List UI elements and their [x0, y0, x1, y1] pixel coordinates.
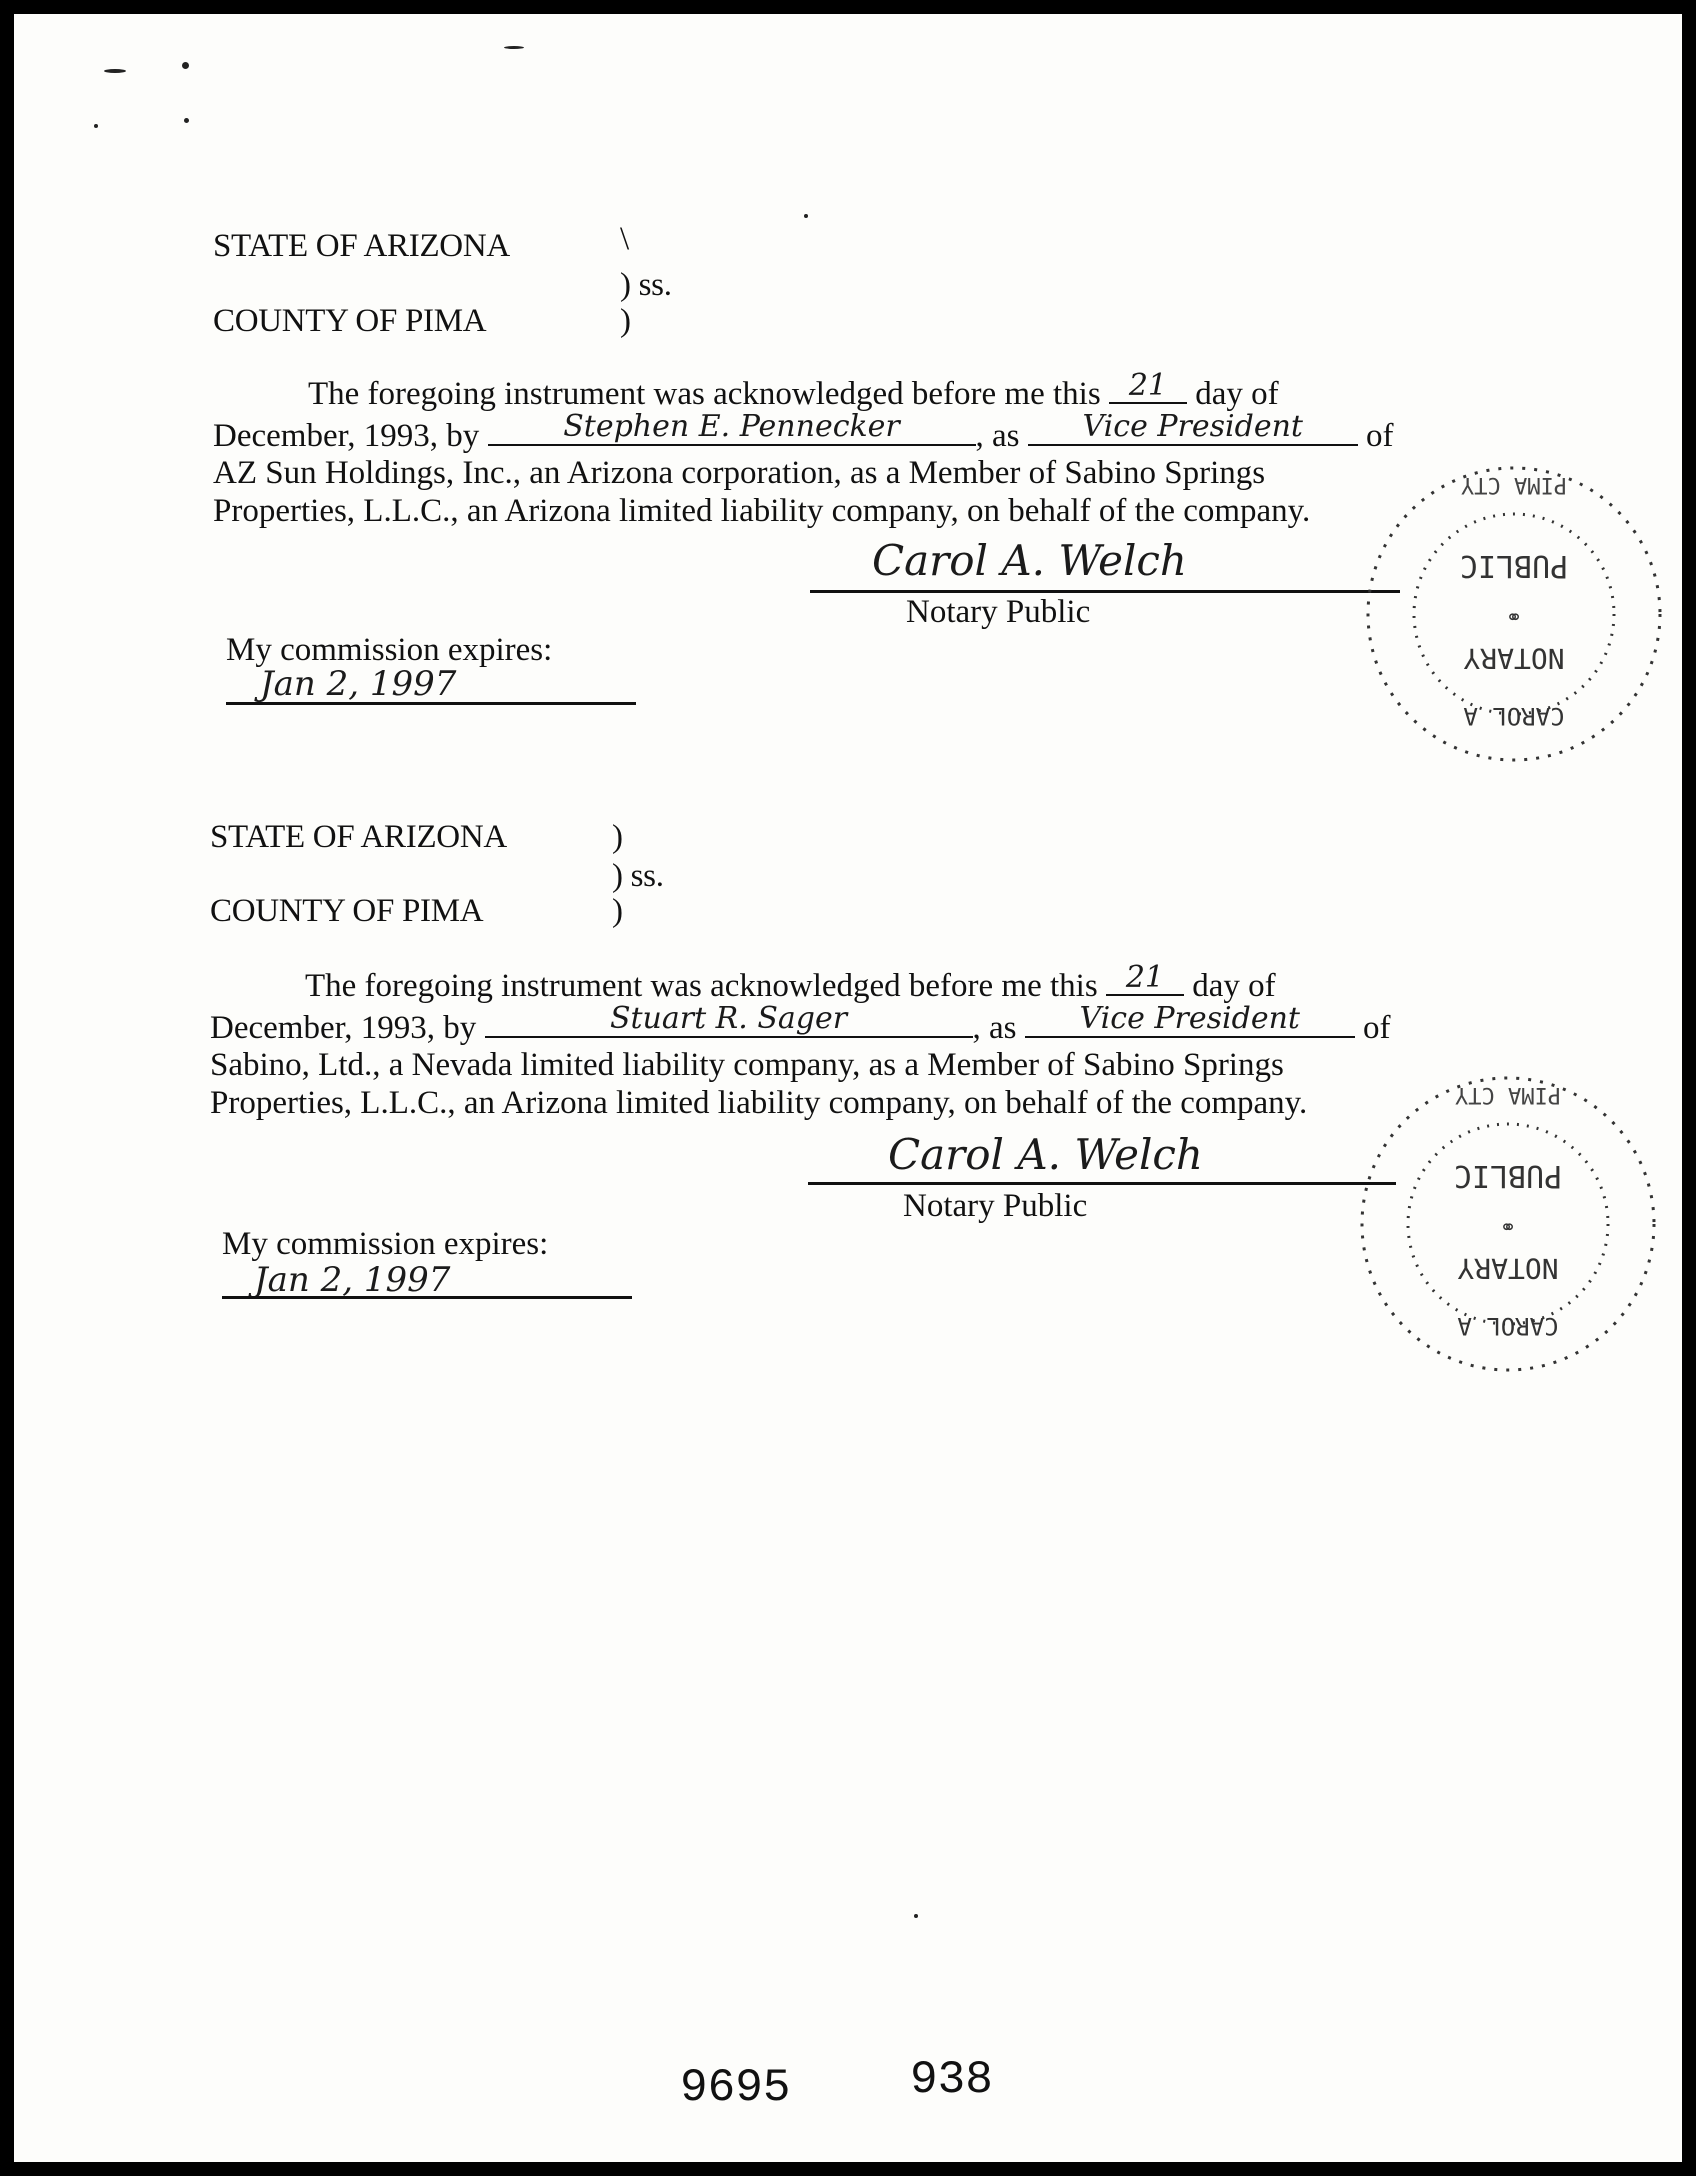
notary-caption: Notary Public [906, 594, 1091, 630]
paragraph-text: of [1363, 1009, 1391, 1046]
paragraph-text: December, 1993, by [210, 1009, 477, 1046]
notary-seal-image [1354, 454, 1674, 774]
signature-line [810, 590, 1400, 593]
seal-rim-text: PIMA CTY [1455, 1082, 1561, 1107]
day-field [1109, 367, 1187, 404]
state-line: STATE OF ARIZONA [213, 228, 510, 264]
paragraph-text: , as [975, 417, 1020, 454]
commission-label: My commission expires: [226, 632, 553, 668]
day-field [1106, 959, 1184, 996]
venue-bracket: \ [620, 221, 629, 257]
paragraph-text: Properties, L.L.C., an Arizona limited liability company, on behalf of the company. [210, 1084, 1308, 1121]
signer-name-field [488, 409, 976, 446]
paragraph-text: Sabino, Ltd., a Nevada limited liability company, as a Member of Sabino Springs [210, 1047, 1284, 1083]
seal-emblem: ⚭ [1505, 605, 1523, 629]
seal-bottom-text: CAROL A [1457, 1312, 1559, 1340]
county-line: COUNTY OF PIMA [213, 303, 487, 339]
document-number: 9695 [680, 2062, 791, 2114]
signature-line [808, 1182, 1396, 1185]
page-number: 938 [910, 2054, 993, 2106]
state-line: STATE OF ARIZONA [210, 819, 507, 855]
commission-label: My commission expires: [222, 1226, 549, 1262]
notary-signature: Carol A. Welch [872, 536, 1187, 585]
paragraph-text: The foregoing instrument was acknowledged before me this [305, 968, 1098, 1004]
venue-bracket: ) [612, 893, 623, 929]
seal-middle-text: NOTARY [1463, 642, 1565, 675]
paragraph-text: day of [1192, 968, 1276, 1004]
commission-line [226, 702, 636, 705]
acknowledgment-paragraph [210, 959, 1391, 1122]
signer-name: Stuart R. Sager [609, 1001, 848, 1036]
scan-speck [504, 46, 524, 49]
day-value: 21 [1128, 367, 1168, 403]
notary-seal-image [1348, 1064, 1668, 1384]
ss-label: ) ss. [612, 858, 664, 894]
venue-bracket: ) [620, 303, 631, 339]
paragraph-text: December, 1993, by [213, 417, 480, 454]
venue-bracket: ) [612, 819, 623, 855]
document-page [14, 14, 1682, 2162]
ss-label: ) ss. [620, 267, 672, 303]
county-line: COUNTY OF PIMA [210, 893, 484, 929]
commission-line [222, 1296, 632, 1299]
paragraph-text: The foregoing instrument was acknowledged before me this [308, 376, 1101, 412]
seal-bottom-text: CAROL A [1463, 702, 1565, 730]
paragraph-text: of [1366, 417, 1394, 454]
scan-speck [914, 1914, 918, 1918]
acknowledgment-paragraph [213, 367, 1394, 530]
signer-name-field [485, 1001, 973, 1038]
signer-title-field [1028, 409, 1358, 446]
scan-speck [94, 124, 98, 128]
day-value: 21 [1125, 959, 1165, 995]
signer-title: Vice President [1082, 409, 1303, 444]
scan-speck [804, 214, 808, 218]
paragraph-text: AZ Sun Holdings, Inc., an Arizona corporation, as a Member of Sabino Springs [213, 455, 1266, 491]
scan-speck [184, 118, 189, 123]
seal-emblem: ⚭ [1499, 1215, 1517, 1239]
notary-caption: Notary Public [903, 1188, 1088, 1224]
seal-middle-text: NOTARY [1457, 1252, 1559, 1285]
seal-top-text: PUBLIC [1459, 548, 1569, 583]
signer-name: Stephen E. Pennecker [563, 409, 900, 444]
commission-date: Jan 2, 1997 [254, 1260, 451, 1300]
commission-date: Jan 2, 1997 [260, 664, 457, 704]
signer-title-field [1025, 1001, 1355, 1038]
seal-rim-text: PIMA CTY [1461, 472, 1567, 497]
seal-top-text: PUBLIC [1453, 1158, 1563, 1193]
notary-signature: Carol A. Welch [888, 1130, 1203, 1179]
paragraph-text: day of [1195, 376, 1279, 412]
scan-speck [182, 62, 189, 69]
paragraph-text: Properties, L.L.C., an Arizona limited liability company, on behalf of the company. [213, 492, 1311, 529]
paragraph-text: , as [972, 1009, 1017, 1046]
scan-speck [104, 69, 126, 73]
signer-title: Vice President [1079, 1001, 1300, 1036]
